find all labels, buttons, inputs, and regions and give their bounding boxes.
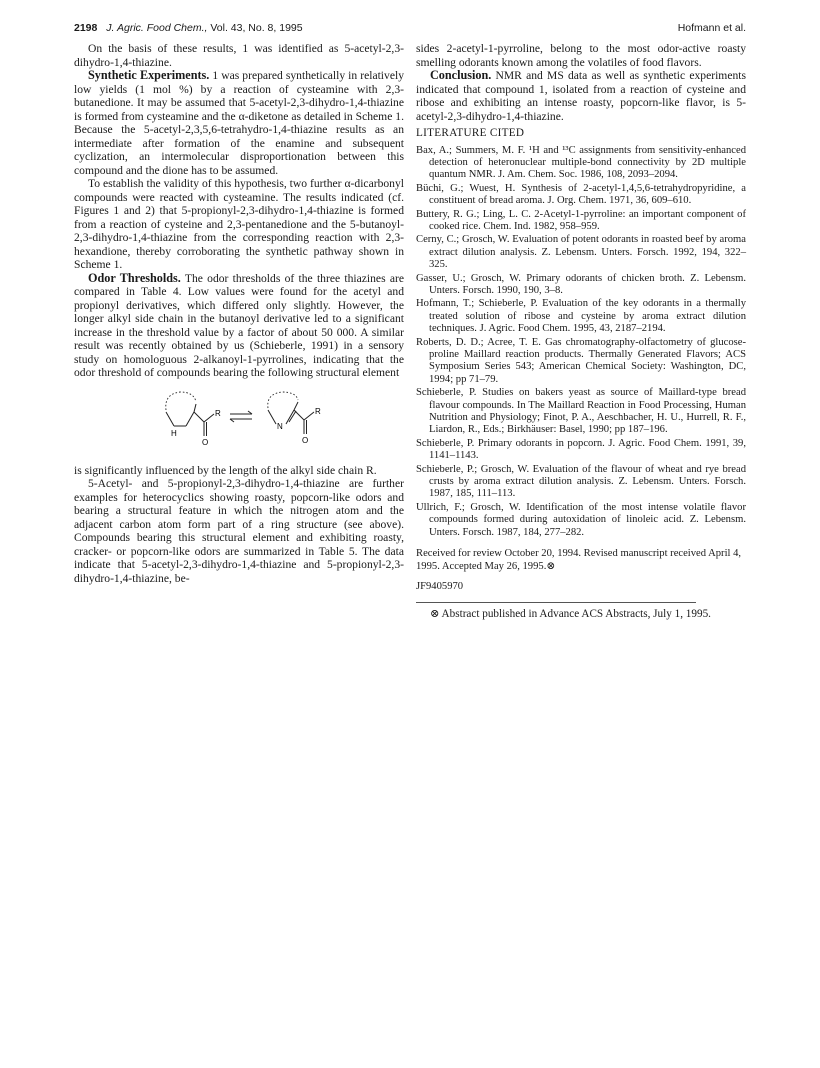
structural-element-figure: [74, 384, 404, 458]
paragraph-text: NMR and MS data as well as synthetic experiments indicated that compound 1, isolated from a reaction of cysteine and ribose and exhibiting an intense roasty, popcorn-like flavor, is 5-acetyl-2,3-dihydro-1,4-thiazine.: [416, 69, 746, 123]
abstract-footnote: ⊗ Abstract published in Advance ACS Abstracts, July 1, 1995.: [430, 607, 711, 620]
reference-list: [416, 145, 746, 540]
paragraph: is significantly influenced by the length of the alkyl side chain R.: [74, 463, 377, 477]
reference-item: Buttery, R. G.; Ling, L. C. 2-Acetyl-1-pyrroline: an important component of cooked rice. Chem. Ind. 1982, 958–959.: [416, 208, 746, 232]
substituent-r-label: R: [215, 408, 221, 418]
page-number: 2198: [74, 22, 98, 34]
reference-item: Schieberle, P. Primary odorants in popcorn. J. Agric. Food Chem. 1991, 39, 1141–1143.: [416, 437, 746, 462]
reference-item: Roberts, D. D.; Acree, T. E. Gas chromatography-olfactometry of glucose-proline Maillard reaction products. Thermally Generated Flavors; ACS Symposium Series 543; American Chemical Society: Washington, DC, 1994; pp 71–79.: [416, 336, 746, 385]
section-runin-heading: Odor Thresholds.: [88, 270, 181, 285]
reference-item: Cerny, C.; Grosch, W. Evaluation of potent odorants in roasted beef by aroma extract dilution analysis. Z. Lebensm. Unters. Forsch. 1992, 194, 322–325.: [416, 234, 746, 271]
paragraph: 5-Acetyl- and 5-propionyl-2,3-dihydro-1,4-thiazine are further examples for heterocyclics showing roasty, popcorn-like odors and bearing a structural feature in which the nitrogen atom and the adjacent carbon atom form part of a ring structure (see above). Compounds bearing this structural element and exhibiting roasty, cracker- or popcorn-like odors are summarized in Table 5. The data indicate that 5-acetyl-2,3-dihydro-1,4-thiazine and 5-propionyl-2,3-dihydro-1,4-thiazine, be-: [74, 477, 404, 585]
oxygen-label: O: [202, 437, 209, 447]
paragraph-text: The odor thresholds of the three thiazines are compared in Table 4. Low values were found for the acetyl and propionyl derivatives, which differed only slightly. However, the longer alkyl side chain in the butanoyl derivative led to a significant increase in the threshold value by a factor of about 50 000. A similar result was recently obtained by us (Schieberle, 1991) in a sensory study on homologuous 2-alkanoyl-1-pyrrolines, indicating that the odor threshold of compounds bearing the following structural element: [74, 271, 404, 379]
journal-name: J. Agric. Food Chem.,: [106, 22, 208, 34]
reference-item: Büchi, G.; Wuest, H. Synthesis of 2-acetyl-1,4,5,6-tetrahydropyridine, a constituent of bread aroma. J. Org. Chem. 1971, 36, 609–610.: [416, 182, 746, 207]
paragraph: To establish the validity of this hypothesis, two further α-dicarbonyl compounds were reacted with cysteamine. The results indicated (cf. Figures 1 and 2) that 5-propionyl-2,3-dihydro-1,4-thiazine is formed from a reaction of cysteine and 2,3-pentanedione and the 5-butanoyl-2,3-dihydro-1,4-thiazine from the corresponding reaction with 2,3-hexandione, thereby corroborating the synthetic pathway shown in Scheme 1.: [74, 177, 404, 271]
substituent-r-label: R: [315, 406, 321, 416]
journal-volume: Vol. 43, No. 8, 1995: [210, 22, 303, 34]
nitrogen-label: N: [277, 421, 283, 431]
paragraph: [74, 69, 404, 177]
reference-item: Bax, A.; Summers, M. F. ¹H and ¹³C assignments from sensitivity-enhanced detection of heteronuclear multiple-bond connectivity by 2D multiple quantum NMR. J. Am. Chem. Soc. 1986, 108, 2093–2094.: [416, 144, 746, 181]
reference-item: Schieberle, P. Studies on bakers yeast as source of Maillard-type bread flavour compounds. In The Maillard Reaction in Food Processing, Human Nutrition and Physiology; Finot, P. A., Aeschbacher, H. U., Hurrell, R. F., Liardon, R., Eds.; Birkhäuser: Basel, 1990; pp 187–196.: [416, 387, 746, 436]
oxygen-label: O: [302, 435, 309, 445]
paragraph: [416, 69, 746, 123]
header-authors: Hofmann et al.: [677, 22, 746, 34]
left-column: [74, 42, 404, 585]
header-left: [74, 22, 303, 34]
section-runin-heading: Synthetic Experiments.: [88, 68, 210, 82]
reference-item: Ullrich, F.; Grosch, W. Identification of the most intense volatile flavor compounds formed during autoxidation of linoleic acid. Z. Lebensm. Unters. Forsch. 1987, 184, 277–282.: [416, 501, 746, 538]
paragraph: [74, 272, 404, 380]
paragraph-text: 1 was prepared synthetically in relatively low yields (1 mol %) by a reaction of cysteamine with 2,3-butanedione. It may be assumed that 5-acetyl-2,3-dihydro-1,4-thiazine is formed from cysteamine and the α-diketone as detailed in Scheme 1. Because the 5-acetyl-2,3,5,6-tetrahydro-1,4-thiazine results as an intermediate after formation of the enamine and subsequent cyclization, an intermolecular disproportionation between this compound and the dione has to be assumed.: [74, 69, 404, 177]
structure-equilibrium-svg: [160, 386, 330, 456]
reference-item: Gasser, U.; Grosch, W. Primary odorants of chicken broth. Z. Lebensm. Unters. Forsch. 1990, 190, 3–8.: [416, 272, 746, 296]
paragraph: sides 2-acetyl-1-pyrroline, belong to the most odor-active roasty smelling odorants known among the volatiles of food flavors.: [416, 42, 746, 69]
right-column: [416, 42, 746, 621]
running-header: [74, 22, 746, 38]
literature-cited-heading: LITERATURE CITED: [416, 127, 525, 139]
manuscript-code: JF9405970: [416, 581, 464, 593]
received-dates: Received for review October 20, 1994. Revised manuscript received April 4, 1995. Accepted May 26, 1995.⊗: [416, 548, 742, 572]
section-runin-heading: Conclusion.: [430, 68, 492, 82]
hydrogen-label: H: [171, 428, 177, 438]
reference-item: Schieberle, P.; Grosch, W. Evaluation of the flavour of wheat and rye bread crusts by aroma extract dilution analysis. Z. Lebensm. Unters. Forsch. 1987, 185, 111–113.: [416, 463, 746, 500]
reference-item: Hofmann, T.; Schieberle, P. Evaluation of the key odorants in a thermally treated solution of ribose and cysteine by aroma extract dilution techniques. J. Agric. Food Chem. 1995, 43, 2187–2194.: [416, 298, 746, 335]
footnote-divider: [416, 602, 696, 603]
paragraph: On the basis of these results, 1 was identified as 5-acetyl-2,3-dihydro-1,4-thiazine.: [74, 42, 404, 69]
